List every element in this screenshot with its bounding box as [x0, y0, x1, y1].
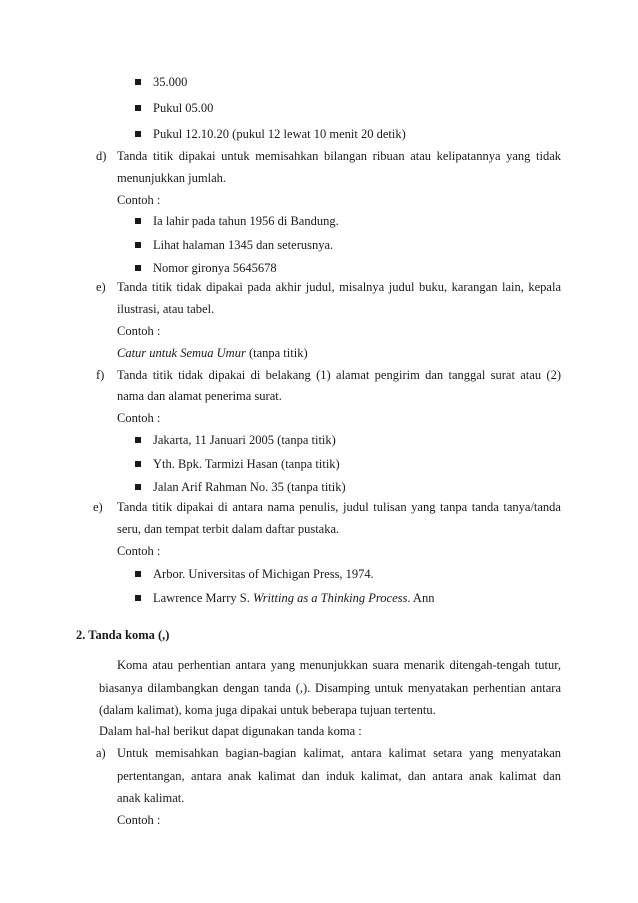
item-label: d): [96, 149, 107, 163]
paragraph-line: seru, dan tempat terbit dalam daftar pustaka.: [117, 522, 340, 536]
author-text: Lawrence Marry S.: [153, 591, 253, 605]
example-line: [117, 345, 308, 361]
paragraph-line: anak kalimat.: [117, 791, 185, 805]
example-note: (tanpa titik): [245, 346, 308, 360]
list-item: [153, 590, 434, 606]
list-item: Lihat halaman 1345 dan seterusnya.: [153, 238, 334, 252]
list-item: Jalan Arif Rahman No. 35 (tanpa titik): [153, 480, 346, 494]
list-item: Nomor gironya 5645678: [153, 261, 277, 275]
bullet-icon: [135, 595, 141, 601]
item-label: a): [96, 746, 106, 760]
list-item: 35.000: [153, 75, 188, 89]
paragraph-line: ilustrasi, atau tabel.: [117, 302, 215, 316]
bullet-icon: [135, 105, 141, 111]
paragraph-line: menunjukkan jumlah.: [117, 171, 227, 185]
bullet-icon: [135, 79, 141, 85]
bullet-icon: [135, 218, 141, 224]
bullet-icon: [135, 265, 141, 271]
list-item: Pukul 12.10.20 (pukul 12 lewat 10 menit 20 detik): [153, 127, 406, 141]
item-label: f): [96, 368, 105, 382]
bullet-icon: [135, 437, 141, 443]
paragraph-line: Dalam hal-hal berikut dapat digunakan tanda koma :: [99, 724, 362, 738]
book-title: Writting as a Thinking Process: [252, 591, 408, 605]
publisher-text: . Ann: [407, 591, 435, 605]
paragraph-line: nama dan alamat penerima surat.: [117, 389, 282, 403]
paragraph-line: Tanda titik dipakai di antara nama penulis, judul tulisan yang tanpa tanda tanya/tanda: [117, 500, 561, 514]
bullet-icon: [135, 131, 141, 137]
list-item: Arbor. Universitas of Michigan Press, 1974.: [153, 567, 374, 581]
bullet-icon: [135, 461, 141, 467]
paragraph-line: pertentangan, antara anak kalimat dan induk kalimat, dan antara anak kalimat dan: [117, 769, 561, 783]
bullet-icon: [135, 571, 141, 577]
paragraph-line: Untuk memisahkan bagian-bagian kalimat, antara kalimat setara yang menyatakan: [117, 746, 561, 760]
contoh-label: Contoh :: [117, 193, 161, 207]
list-item: Ia lahir pada tahun 1956 di Bandung.: [153, 214, 339, 228]
list-item: Pukul 05.00: [153, 101, 214, 115]
example-title: Catur untuk Semua Umur: [117, 346, 246, 360]
paragraph-line: biasanya dilambangkan dengan tanda (,). Disamping untuk menyatakan perhentian antara: [99, 681, 561, 695]
paragraph-line: Tanda titik tidak dipakai di belakang (1) alamat pengirim dan tanggal surat atau (2): [117, 368, 561, 382]
section-heading: 2. Tanda koma (,): [76, 628, 170, 642]
bullet-icon: [135, 484, 141, 490]
list-item: Jakarta, 11 Januari 2005 (tanpa titik): [153, 433, 336, 447]
contoh-label: Contoh :: [117, 324, 161, 338]
list-item: Yth. Bpk. Tarmizi Hasan (tanpa titik): [153, 457, 340, 471]
paragraph-line: Tanda titik tidak dipakai pada akhir judul, misalnya judul buku, karangan lain, kepala: [117, 280, 561, 294]
contoh-label: Contoh :: [117, 411, 161, 425]
item-label: e): [93, 500, 103, 514]
paragraph-line: Koma atau perhentian antara yang menunjukkan suara menarik ditengah-tengah tutur,: [117, 658, 561, 672]
bullet-icon: [135, 242, 141, 248]
contoh-label: Contoh :: [117, 544, 161, 558]
item-label: e): [96, 280, 106, 294]
contoh-label: Contoh :: [117, 813, 161, 827]
paragraph-line: Tanda titik dipakai untuk memisahkan bilangan ribuan atau kelipatannya yang tidak: [117, 149, 561, 163]
paragraph-line: (dalam kalimat), koma juga dipakai untuk beberapa tujuan tertentu.: [99, 703, 436, 717]
